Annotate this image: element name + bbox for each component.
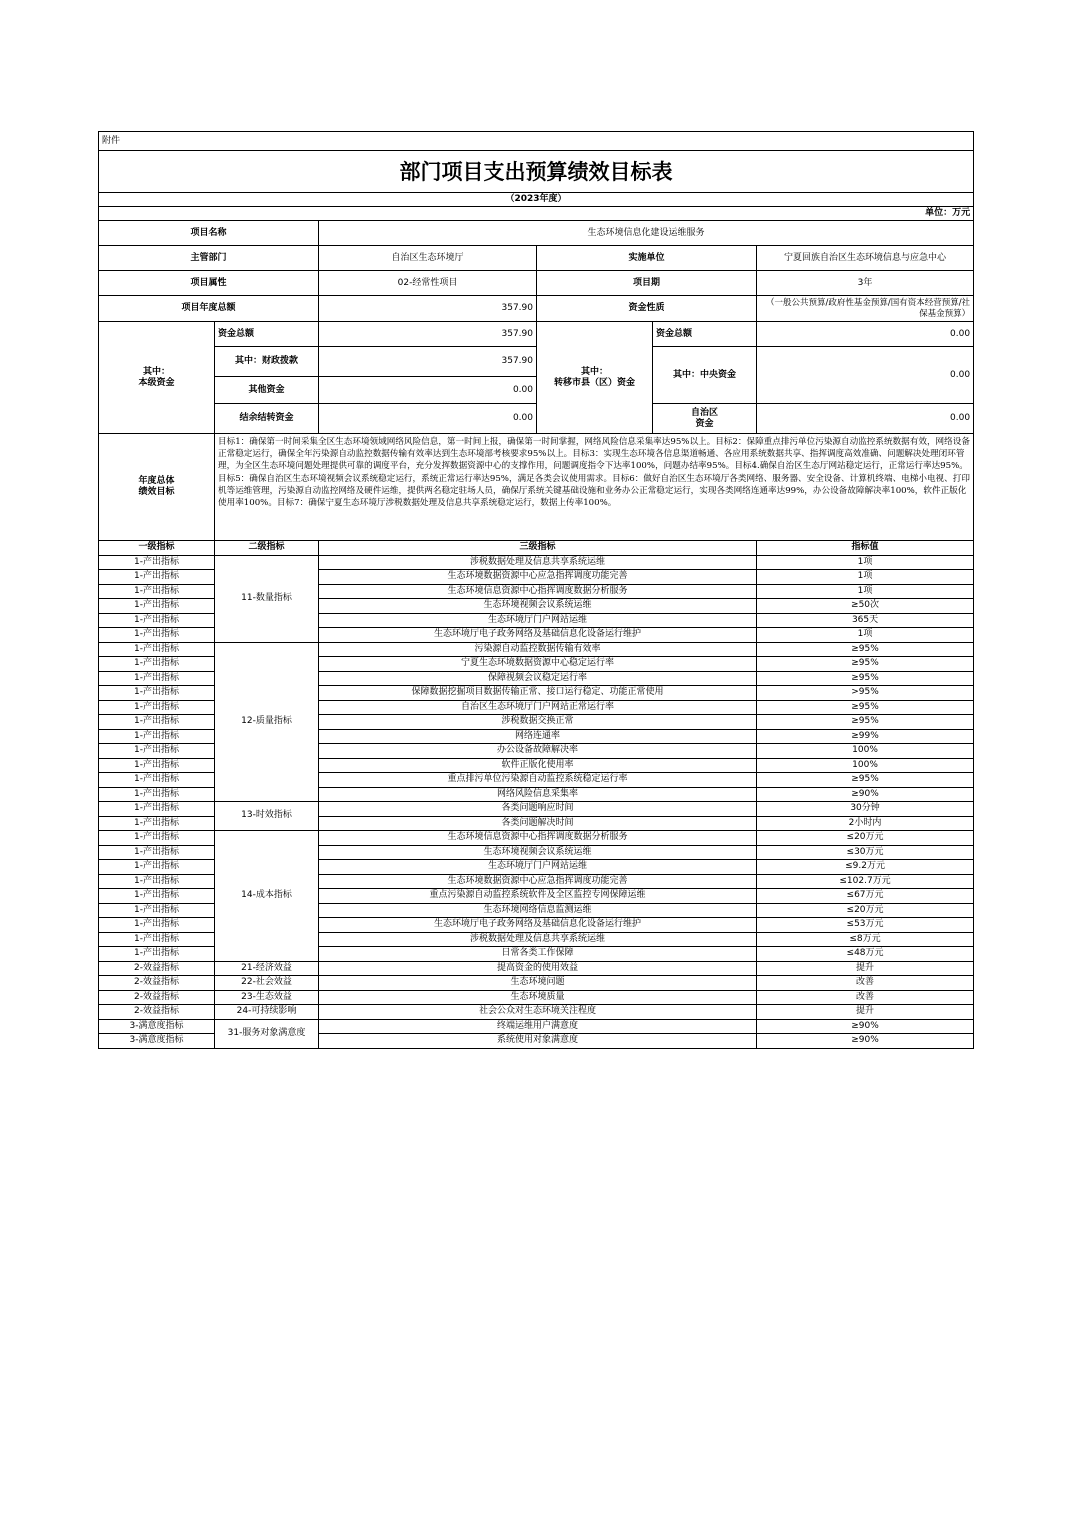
indicator-level2: 31-服务对象满意度: [215, 1019, 319, 1048]
indicator-level3: 生态环境数据资源中心应急指挥调度功能完善: [319, 570, 757, 585]
impl-label: 实施单位: [537, 246, 757, 271]
indicator-level3: 涉税数据处理及信息共享系统运维: [319, 555, 757, 570]
indicator-level2: 12-质量指标: [215, 642, 319, 802]
goal-label: [99, 434, 215, 541]
indicator-value: ≥95%: [757, 700, 974, 715]
local-total-label: 资金总额: [215, 322, 319, 347]
indicator-value: ≥50次: [757, 599, 974, 614]
indicator-row: [99, 802, 974, 817]
header-level3: 三级指标: [319, 541, 757, 556]
indicator-level1: 3-满意度指标: [99, 1034, 215, 1049]
header-value: 指标值: [757, 541, 974, 556]
indicator-level3: 重点排污单位污染源自动监控系统稳定运行率: [319, 773, 757, 788]
other-value: 0.00: [319, 377, 537, 404]
indicator-level3: 生态环境信息资源中心指挥调度数据分析服务: [319, 584, 757, 599]
year-label: （2023年度）: [99, 193, 974, 207]
indicator-level3: 生态环境厅电子政务网络及基础信息化设备运行维护: [319, 628, 757, 643]
goal-label-line1: 年度总体: [138, 476, 175, 486]
other-label: 其他资金: [215, 377, 319, 404]
indicator-level1: 1-产出指标: [99, 918, 215, 933]
page-title: 部门项目支出预算绩效目标表: [99, 151, 974, 193]
indicator-level1: 1-产出指标: [99, 874, 215, 889]
indicator-level1: 1-产出指标: [99, 642, 215, 657]
transfer-funds-label: [537, 322, 653, 434]
indicator-level1: 1-产出指标: [99, 816, 215, 831]
indicator-level3: 污染源自动监控数据传输有效率: [319, 642, 757, 657]
indicator-level3: 生态环境厅电子政务网络及基础信息化设备运行维护: [319, 918, 757, 933]
indicator-level1: 1-产出指标: [99, 932, 215, 947]
dept-value: 自治区生态环境厅: [319, 246, 537, 271]
indicator-level3: 各类问题解决时间: [319, 816, 757, 831]
indicator-level3: 提高资金的使用效益: [319, 961, 757, 976]
indicator-level3: 重点污染源自动监控系统软件及全区监控专网保障运维: [319, 889, 757, 904]
indicator-value: ≥95%: [757, 715, 974, 730]
header-level2: 二级指标: [215, 541, 319, 556]
indicator-value: ≥95%: [757, 657, 974, 672]
local-funds-label-line2: 本级资金: [138, 377, 175, 388]
indicator-value: ≤8万元: [757, 932, 974, 947]
indicator-level3: 生态环境信息资源中心指挥调度数据分析服务: [319, 831, 757, 846]
indicator-level1: 2-效益指标: [99, 1005, 215, 1020]
indicator-level3: 宁夏生态环境数据资源中心稳定运行率: [319, 657, 757, 672]
indicator-level1: 1-产出指标: [99, 686, 215, 701]
indicator-level3: 生态环境视频会议系统运维: [319, 845, 757, 860]
attachment-label: 附件: [99, 132, 974, 151]
indicator-value: ≤20万元: [757, 831, 974, 846]
period-value: 3年: [757, 271, 974, 296]
region-funds-label-line2: 资金: [695, 418, 714, 429]
indicator-value: ≥95%: [757, 671, 974, 686]
indicator-value: ≤20万元: [757, 903, 974, 918]
goal-label-line2: 绩效目标: [138, 487, 175, 497]
central-label: 其中：中央资金: [653, 347, 757, 404]
performance-target-table: [98, 131, 974, 1049]
transfer-funds-label-line1: 其中：: [580, 366, 608, 377]
indicator-value: 1项: [757, 555, 974, 570]
indicator-level3: 自治区生态环境厅门户网站正常运行率: [319, 700, 757, 715]
carry-value: 0.00: [319, 404, 537, 434]
indicator-level3: 生态环境视频会议系统运维: [319, 599, 757, 614]
indicator-level1: 2-效益指标: [99, 990, 215, 1005]
indicator-level1: 1-产出指标: [99, 903, 215, 918]
indicator-value: ≤67万元: [757, 889, 974, 904]
indicator-level3: 保障视频会议稳定运行率: [319, 671, 757, 686]
indicator-value: ≥90%: [757, 1019, 974, 1034]
indicator-level1: 1-产出指标: [99, 889, 215, 904]
carry-label: 结余结转资金: [215, 404, 319, 434]
indicator-level3: 网络连通率: [319, 729, 757, 744]
indicator-level1: 2-效益指标: [99, 976, 215, 991]
indicator-row: [99, 1005, 974, 1020]
fiscal-value: 357.90: [319, 347, 537, 377]
indicator-level2: 22-社会效益: [215, 976, 319, 991]
indicator-value: ≥99%: [757, 729, 974, 744]
indicator-row: [99, 831, 974, 846]
indicator-value: ≥90%: [757, 1034, 974, 1049]
indicator-level2: 13-时效指标: [215, 802, 319, 831]
indicator-value: 改善: [757, 990, 974, 1005]
indicator-level2: 11-数量指标: [215, 555, 319, 642]
header-level1: 一级指标: [99, 541, 215, 556]
indicator-level1: 1-产出指标: [99, 773, 215, 788]
indicator-level1: 1-产出指标: [99, 860, 215, 875]
period-label: 项目期: [537, 271, 757, 296]
indicator-level1: 1-产出指标: [99, 671, 215, 686]
indicator-level1: 1-产出指标: [99, 555, 215, 570]
indicator-level3: 终端运维用户满意度: [319, 1019, 757, 1034]
indicator-level3: 保障数据挖掘项目数据传输正常、接口运行稳定、功能正常使用: [319, 686, 757, 701]
indicator-level2: 21-经济效益: [215, 961, 319, 976]
indicator-value: 1项: [757, 628, 974, 643]
indicator-value: ≥90%: [757, 787, 974, 802]
local-funds-label-line1: 其中：: [142, 366, 170, 377]
indicator-value: 1项: [757, 570, 974, 585]
indicator-level1: 2-效益指标: [99, 961, 215, 976]
fiscal-label: 其中：财政拨款: [215, 347, 319, 377]
region-funds-label: [653, 404, 757, 434]
indicator-level1: 1-产出指标: [99, 715, 215, 730]
indicator-level3: 各类问题响应时间: [319, 802, 757, 817]
indicator-level3: 网络风险信息采集率: [319, 787, 757, 802]
indicator-value: 100%: [757, 744, 974, 759]
indicator-level1: 1-产出指标: [99, 802, 215, 817]
impl-value: 宁夏回族自治区生态环境信息与应急中心: [757, 246, 974, 271]
fund-nature-label: 资金性质: [537, 296, 757, 322]
indicator-level3: 办公设备故障解决率: [319, 744, 757, 759]
indicator-level1: 1-产出指标: [99, 831, 215, 846]
indicator-level1: 1-产出指标: [99, 744, 215, 759]
indicator-level2: 23-生态效益: [215, 990, 319, 1005]
indicator-value: 2小时内: [757, 816, 974, 831]
transfer-funds-label-line2: 转移市县（区）资金: [553, 377, 635, 388]
indicator-value: 100%: [757, 758, 974, 773]
indicator-value: ≥95%: [757, 773, 974, 788]
attr-value: 02-经常性项目: [319, 271, 537, 296]
indicator-level1: 1-产出指标: [99, 758, 215, 773]
indicator-level1: 1-产出指标: [99, 657, 215, 672]
region-funds-label-line1: 自治区: [690, 407, 718, 418]
indicator-value: 365天: [757, 613, 974, 628]
indicator-value: ≤48万元: [757, 947, 974, 962]
indicator-row: [99, 990, 974, 1005]
indicator-row: [99, 1019, 974, 1034]
indicator-row: [99, 642, 974, 657]
indicator-level3: 涉税数据交换正常: [319, 715, 757, 730]
unit-label: 单位：万元: [99, 207, 974, 221]
goal-text: 目标1：确保第一时间采集全区生态环境领域网络风险信息，第一时间上报，确保第一时间掌握，网络风险信息采集率达95%以上。目标2：保障重点排污单位污染源自动监控系统数据有效，网络设备正常稳定运行，确保全年污染源自动监控数据传输有效率达到生态环境部考核要求95%以上。目标3：实现生态环境各信息渠道畅通、各应用系统数据共享、指挥调度高效准确、问题解决处理闭环管理，为全区生态环境问题处理提供可靠的调度平台，充分发挥数据资源中心的支撑作用，问题调度指令下达率100%，问题办结率95%。目标4.确保自治区生态厅网站稳定运行，正常运行率达95%。目标5：确保自治区生态环境视频会议系统稳定运行，系统正常运行率达95%，满足各类会议使用需求。目标6：做好自治区生态环境厅各类网络、服务器、安全设备、计算机终端、电梯小电视、打印机等运维管理，污染源自动监控网络及硬件运维，提供两名稳定驻场人员，确保厅系统关键基础设施和业务办公正常稳定运行，实现各类网络连通率达99%，办公设备故障解决率100%，软件正版化使用率100%。目标7：确保宁夏生态环境厅涉税数据处理及信息共享系统稳定运行，数据上传率100%。: [215, 434, 974, 541]
indicator-level1: 3-满意度指标: [99, 1019, 215, 1034]
indicator-level2: 14-成本指标: [215, 831, 319, 962]
indicator-level3: 生态环境数据资源中心应急指挥调度功能完善: [319, 874, 757, 889]
indicator-level3: 系统使用对象满意度: [319, 1034, 757, 1049]
indicator-level1: 1-产出指标: [99, 947, 215, 962]
indicator-level1: 1-产出指标: [99, 584, 215, 599]
indicator-value: ≤9.2万元: [757, 860, 974, 875]
indicator-level1: 1-产出指标: [99, 613, 215, 628]
fund-nature-value: （一般公共预算/政府性基金预算/国有资本经营预算/社保基金预算）: [757, 296, 974, 322]
indicator-value: 1项: [757, 584, 974, 599]
indicator-level3: 生态环境问题: [319, 976, 757, 991]
local-total-value: 357.90: [319, 322, 537, 347]
dept-label: 主管部门: [99, 246, 319, 271]
indicator-level3: 生态环境厅门户网站运维: [319, 613, 757, 628]
indicator-level3: 涉税数据处理及信息共享系统运维: [319, 932, 757, 947]
indicator-row: [99, 961, 974, 976]
indicator-row: [99, 555, 974, 570]
indicator-level1: 1-产出指标: [99, 628, 215, 643]
project-name-label: 项目名称: [99, 221, 319, 246]
indicator-value: ≤53万元: [757, 918, 974, 933]
project-name-value: 生态环境信息化建设运维服务: [319, 221, 974, 246]
indicator-value: ≤102.7万元: [757, 874, 974, 889]
total-label: 项目年度总额: [99, 296, 319, 322]
indicator-level3: 日常各类工作保障: [319, 947, 757, 962]
indicator-level1: 1-产出指标: [99, 599, 215, 614]
indicator-value: ≤30万元: [757, 845, 974, 860]
indicator-value: 提升: [757, 961, 974, 976]
indicator-level1: 1-产出指标: [99, 787, 215, 802]
indicator-level1: 1-产出指标: [99, 729, 215, 744]
indicator-value: ≥95%: [757, 642, 974, 657]
indicator-level3: 生态环境厅门户网站运维: [319, 860, 757, 875]
indicator-level1: 1-产出指标: [99, 570, 215, 585]
indicator-value: 30分钟: [757, 802, 974, 817]
transfer-total-value: 0.00: [757, 322, 974, 347]
indicator-level1: 1-产出指标: [99, 845, 215, 860]
indicator-level3: 社会公众对生态环境关注程度: [319, 1005, 757, 1020]
indicator-level3: 生态环境网络信息监测运维: [319, 903, 757, 918]
indicator-level2: 24-可持续影响: [215, 1005, 319, 1020]
indicator-value: 改善: [757, 976, 974, 991]
indicator-level3: 生态环境质量: [319, 990, 757, 1005]
central-value: 0.00: [757, 347, 974, 404]
indicator-value: >95%: [757, 686, 974, 701]
total-value: 357.90: [319, 296, 537, 322]
attr-label: 项目属性: [99, 271, 319, 296]
local-funds-label: [99, 322, 215, 434]
indicator-level1: 1-产出指标: [99, 700, 215, 715]
region-funds-value: 0.00: [757, 404, 974, 434]
indicator-value: 提升: [757, 1005, 974, 1020]
transfer-total-label: 资金总额: [653, 322, 757, 347]
indicator-row: [99, 976, 974, 991]
indicator-level3: 软件正版化使用率: [319, 758, 757, 773]
